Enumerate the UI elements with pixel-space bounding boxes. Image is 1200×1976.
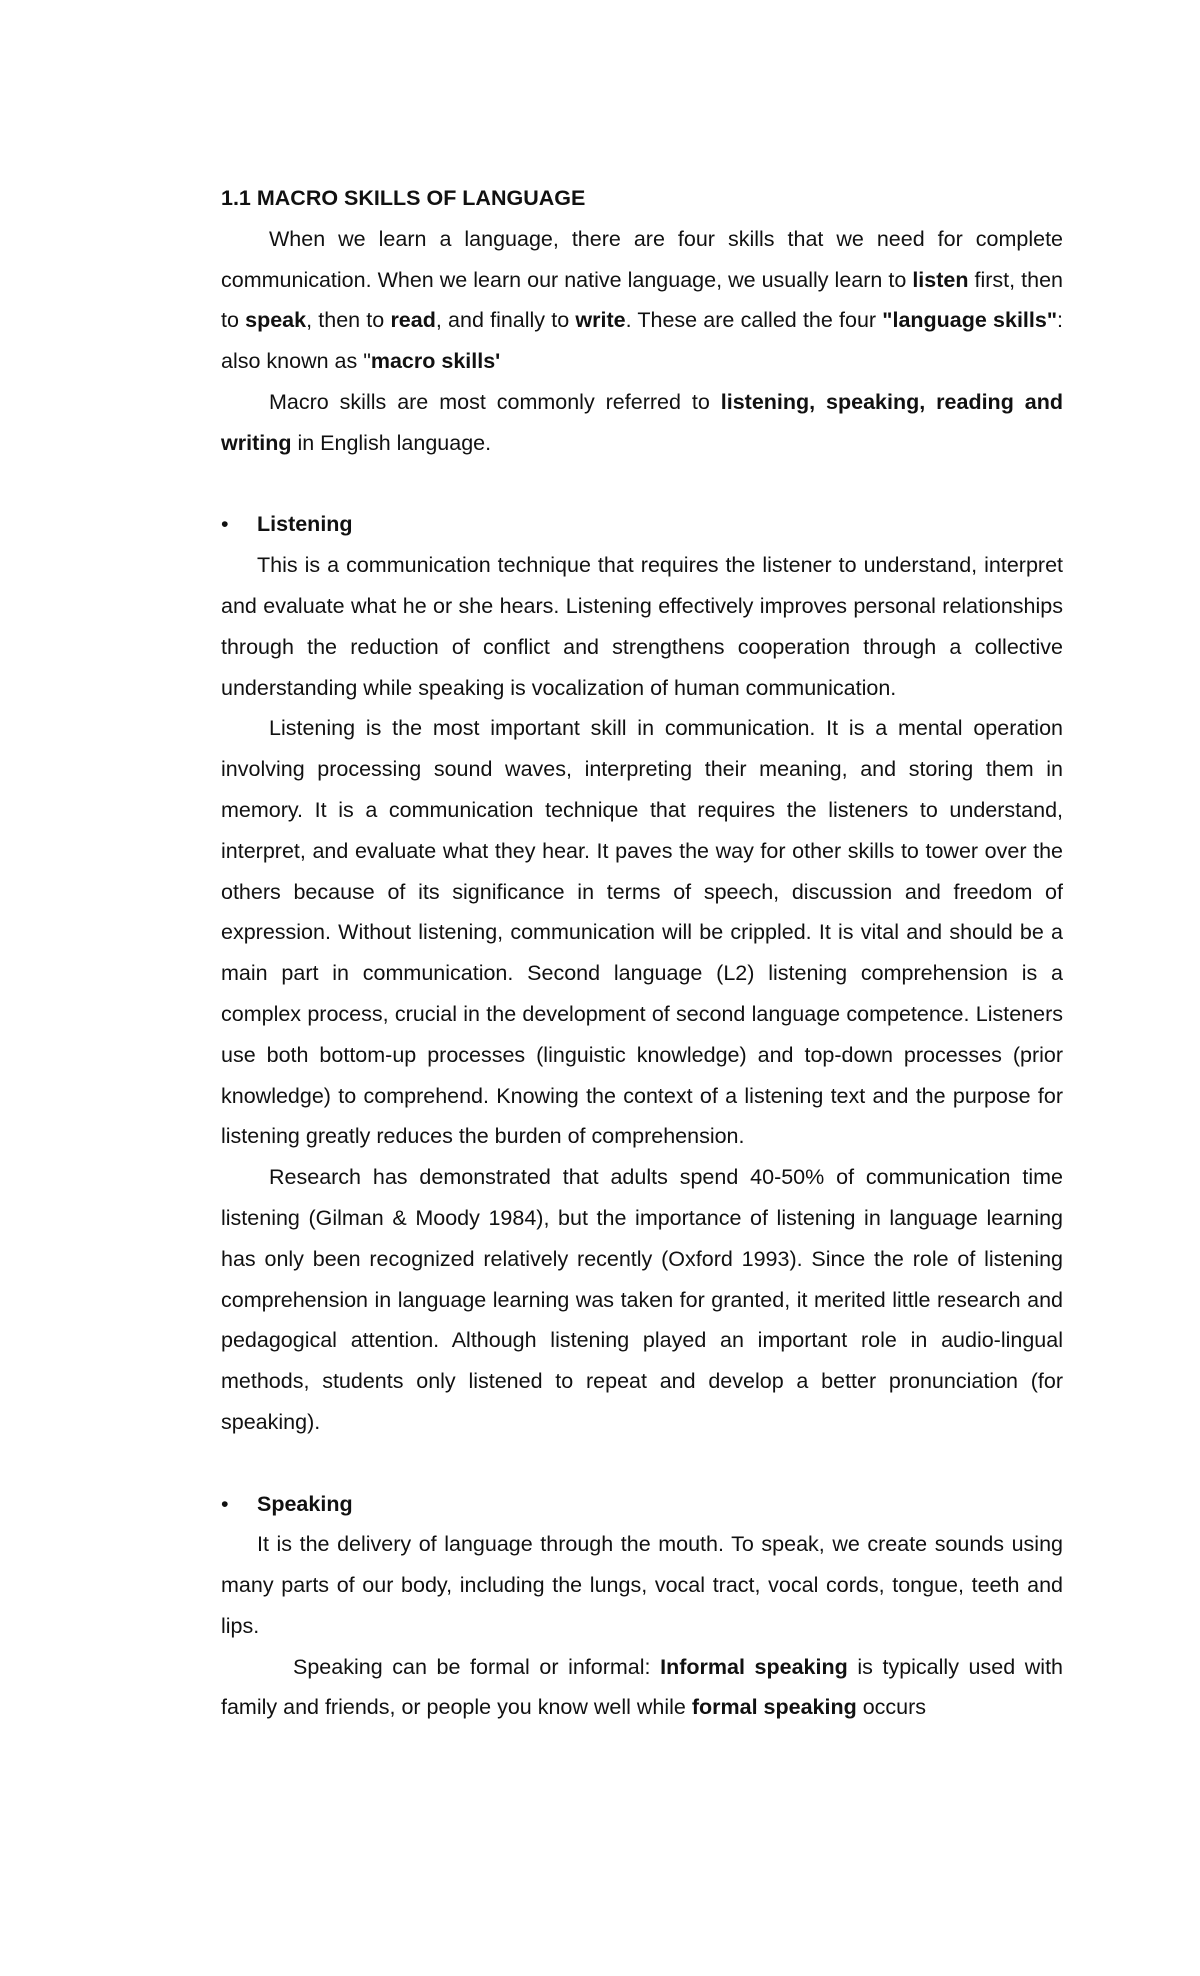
intro-paragraph-1: When we learn a language, there are four skills that we need for complete communication. When we learn our native language, we usually learn to listen first, then to speak, then to read, and finally to write. These are called the four "language skills": also known as "macro skills' (221, 226, 1064, 374)
speaking-paragraph-2: Speaking can be formal or informal: Informal speaking is typically used with family and friends, or people you know well while formal speaking occurs (221, 1654, 1063, 1720)
speaking-paragraph-1: It is the delivery of language through the mouth. To speak, we create sounds using many parts of our body, including the lungs, vocal tract, vocal cords, tongue, teeth and lips. (221, 1532, 1063, 1638)
document-body (221, 178, 1063, 1728)
bullet-icon: • (221, 512, 229, 537)
listening-paragraph-1: This is a communication technique that requires the listener to understand, interpret and evaluate what he or she hears. Listening effectively improves personal relationships through the reduction of conflict and strengthens cooperation through a collective understanding while speaking is vocalization of human communication. (221, 553, 1063, 700)
section-title: 1.1 MACRO SKILLS OF LANGUAGE (221, 186, 586, 210)
listening-heading-label: Listening (257, 512, 353, 537)
speaking-section (221, 1484, 1063, 1729)
listening-heading (221, 504, 1063, 545)
intro-paragraph-2: Macro skills are most commonly referred to listening, speaking, reading and writing in English language. (221, 389, 1063, 455)
bullet-icon: • (221, 1491, 229, 1516)
listening-section (221, 504, 1063, 1442)
speaking-heading (221, 1484, 1063, 1525)
speaking-heading-label: Speaking (257, 1491, 353, 1516)
listening-paragraph-3: Research has demonstrated that adults spend 40-50% of communication time listening (Gilman & Moody 1984), but the importance of listening in language learning has only been recognized relatively recently (Oxford 1993). Since the role of listening comprehension in language learning was taken for granted, it merited little research and pedagogical attention. Although listening played an important role in audio-lingual methods, students only listened to repeat and develop a better pronunciation (for speaking). (221, 1165, 1063, 1434)
listening-paragraph-2: Listening is the most important skill in communication. It is a mental operation involving processing sound waves, interpreting their meaning, and storing them in memory. It is a communication technique that requires the listeners to understand, interpret, and evaluate what they hear. It paves the way for other skills to tower over the others because of its significance in terms of speech, discussion and freedom of expression. Without listening, communication will be crippled. It is vital and should be a main part in communication. Second language (L2) listening comprehension is a complex process, crucial in the development of second language competence. Listeners use both bottom-up processes (linguistic knowledge) and top-down processes (prior knowledge) to comprehend. Knowing the context of a listening text and the purpose for listening greatly reduces the burden of comprehension. (221, 716, 1063, 1149)
